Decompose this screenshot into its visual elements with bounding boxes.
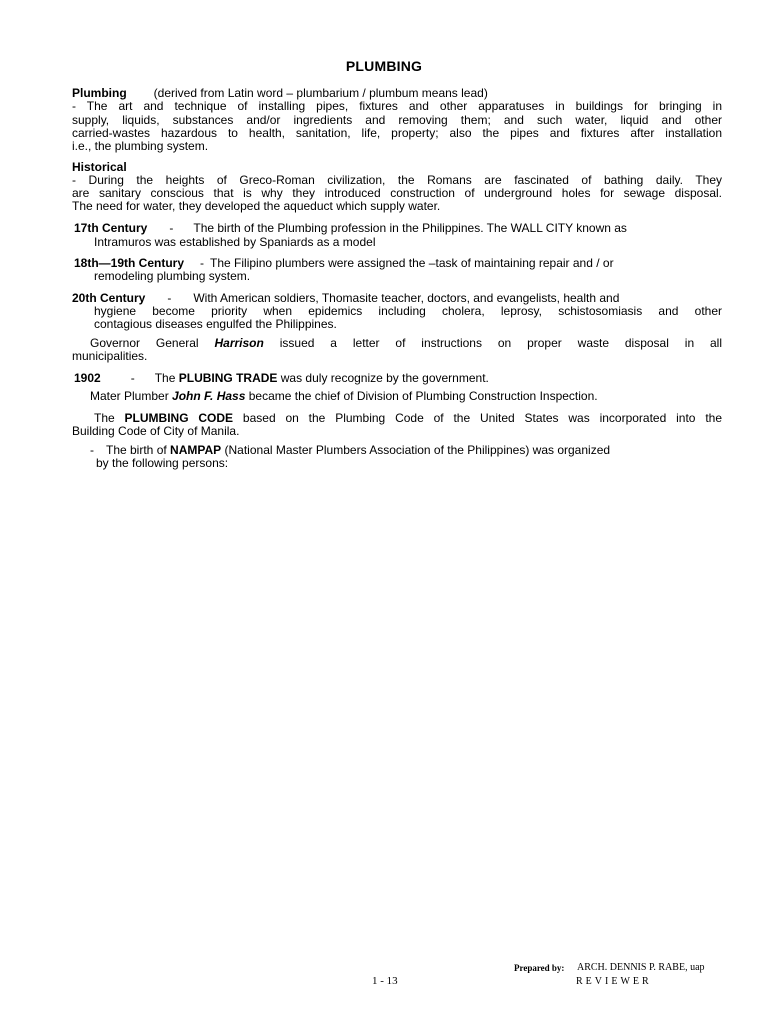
plumbing-trade-term: PLUBING TRADE bbox=[178, 371, 278, 385]
entry-18th-19th-century: 18th—19th Century - The Filipino plumbers were assigned the –task of maintaining repair and / or bbox=[74, 256, 614, 270]
plumbing-code-line-2: Building Code of City of Manila. bbox=[72, 424, 240, 438]
harrison-name: Harrison bbox=[214, 336, 264, 350]
prepared-by-label: Prepared by: bbox=[514, 963, 565, 973]
entry-20th-century-line-2: hygiene become priority when epidemics including cholera, leprosy, schistosomiasis and other bbox=[94, 304, 722, 318]
harrison-paragraph-line-1: Governor General Harrison issued a letter of instructions on proper waste disposal in all bbox=[90, 336, 723, 350]
historical-heading: Historical bbox=[72, 160, 127, 174]
historical-line-3: The need for water, they developed the aqueduct which supply water. bbox=[72, 199, 441, 213]
entry-17th-century-cont: Intramuros was established by Spaniards as a model bbox=[94, 235, 376, 249]
harrison-paragraph-line-2: municipalities. bbox=[72, 349, 148, 363]
entry-label: 18th—19th Century bbox=[74, 256, 185, 270]
prepared-by-name: ARCH. DENNIS P. RABE, uap bbox=[577, 962, 705, 973]
historical-line-1: - During the heights of Greco-Roman civilization, the Romans are fascinated of bathing daily. They bbox=[72, 173, 722, 187]
reviewer-label: REVIEWER bbox=[576, 976, 652, 987]
term-label: Plumbing bbox=[72, 86, 127, 100]
historical-line-2: are sanitary conscious that is why they introduced construction of underground holes for sewage disposal. bbox=[72, 186, 722, 200]
definition-line-2: supply, liquids, substances and/or ingredients and removing them; and such water, liquid and other bbox=[72, 113, 722, 127]
definition-line-4: i.e., the plumbing system. bbox=[72, 139, 209, 153]
entry-label: 17th Century bbox=[74, 221, 148, 235]
nampap-line-1: - The birth of NAMPAP (National Master Plumbers Association of the Philippines) was organized bbox=[90, 443, 611, 457]
entry-1902: 1902 - The PLUBING TRADE was duly recognize by the government. bbox=[74, 371, 489, 385]
plumbing-code-line-1: The PLUMBING CODE based on the Plumbing Code of the United States was incorporated into the bbox=[94, 411, 723, 425]
hass-paragraph: Mater Plumber John F. Hass became the chief of Division of Plumbing Construction Inspection. bbox=[90, 389, 598, 403]
entry-17th-century: 17th Century - The birth of the Plumbing profession in the Philippines. The WALL CITY known as bbox=[74, 221, 627, 235]
plumbing-code-term: PLUMBING CODE bbox=[124, 411, 234, 425]
entry-label: 1902 bbox=[74, 371, 101, 385]
entry-label: 20th Century bbox=[72, 291, 146, 305]
nampap-term: NAMPAP bbox=[170, 443, 222, 457]
entry-20th-century-line-3: contagious diseases engulfed the Philippines. bbox=[94, 317, 337, 331]
page-title: PLUMBING bbox=[345, 58, 423, 74]
hass-name: John F. Hass bbox=[172, 389, 246, 403]
definition-line-1: - The art and technique of installing pipes, fixtures and other apparatuses in buildings for bringing in bbox=[72, 99, 722, 113]
page-number: 1 - 13 bbox=[372, 975, 398, 987]
definition-line-3: carried-wastes hazardous to health, sanitation, life, property; also the pipes and fixtures after installation bbox=[72, 126, 722, 140]
nampap-line-2: by the following persons: bbox=[96, 456, 229, 470]
entry-18th-19th-century-cont: remodeling plumbing system. bbox=[94, 269, 251, 283]
entry-20th-century: 20th Century - With American soldiers, Thomasite teacher, doctors, and evangelists, health and bbox=[72, 291, 620, 305]
term-etymology: (derived from Latin word – plumbarium / plumbum means lead) bbox=[153, 86, 488, 100]
